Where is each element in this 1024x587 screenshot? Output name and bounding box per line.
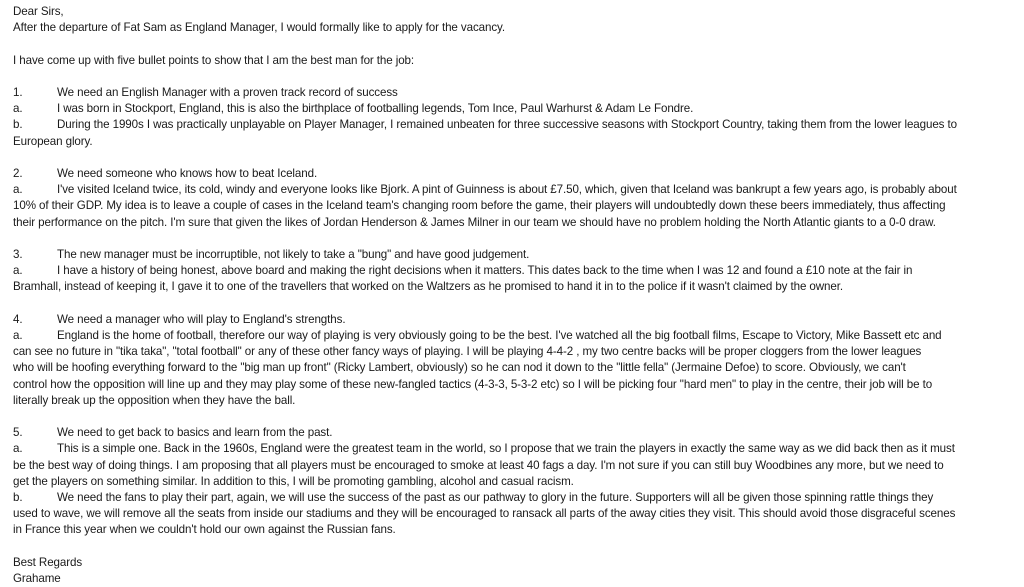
sub-point [13, 328, 1021, 344]
sub-point [13, 263, 1021, 279]
sub-text-continued: be the best way of doing things. I am proposing that all players must be encouraged to smoke at least 40 fags a day. I'm not sure if you can still buy Woodbines any more, but we need to [13, 458, 944, 472]
sub-point [13, 101, 1021, 117]
sub-text: I have a history of being honest, above board and making the right decisions when it matters. This dates back to the time when I was 12 and found a £10 note at the fair in [57, 264, 913, 278]
point-heading [13, 166, 1021, 182]
sub-text-continued: who will be hoofing everything forward to the "big man up front" (Ricky Lambert, obviously) so he can nod it down to the "little fella" (Jermaine Defoe) to score. Obviously, we can't [13, 361, 906, 375]
point-heading [13, 85, 1021, 101]
sub-text: This is a simple one. Back in the 1960s, England were the greatest team in the world, so I propose that we train the players in exactly the same way as we did back then as it must [57, 442, 955, 456]
sub-text-continued: literally break up the opposition when they have the ball. [13, 393, 296, 407]
point-1 [13, 85, 1021, 150]
point-5 [13, 425, 1021, 538]
sub-label: a. [13, 442, 23, 456]
sub-text-continued: 10% of their GDP. My idea is to leave a couple of cases in the Iceland team's changing room before the game, their players will undoubtedly down these beers immediately, thus affecting [13, 199, 946, 213]
point-heading-text: We need to get back to basics and learn from the past. [57, 426, 333, 440]
point-heading-text: We need a manager who will play to England's strengths. [57, 312, 346, 326]
point-number: 2. [13, 166, 23, 180]
sub-text-continued: get the players on something similar. In addition to this, I will be promoting gambling, alcohol and casual racism. [13, 474, 574, 488]
sub-point [13, 490, 1021, 506]
sub-text-continued: Bramhall, instead of keeping it, I gave it to one of the travellers that worked on the Waltzers as he promised to hand it in to the police if it wasn't claimed by the owner. [13, 280, 843, 294]
salutation: Dear Sirs, [13, 5, 64, 18]
letter-document[interactable] [13, 4, 1021, 587]
point-number: 3. [13, 247, 23, 261]
sub-label: a. [13, 102, 23, 116]
point-heading-text: We need an English Manager with a proven track record of success [57, 85, 398, 99]
point-heading-text: The new manager must be incorruptible, not likely to take a "bung" and have good judgement. [57, 247, 530, 261]
sub-text-continued: European glory. [13, 134, 93, 148]
point-3 [13, 247, 1021, 296]
sub-point [13, 117, 1021, 133]
sub-point [13, 182, 1021, 198]
sub-text-continued: control how the opposition will line up and they may play some of these new-fangled tactics (4-3-3, 5-3-2 etc) so I will be picking four "hard men" to play in the centre, their job will be to [13, 377, 933, 391]
point-heading [13, 312, 1021, 328]
point-heading [13, 425, 1021, 441]
opening-line: After the departure of Fat Sam as England Manager, I would formally like to apply for the vacancy. [13, 21, 505, 35]
point-number: 1. [13, 85, 23, 99]
point-number: 4. [13, 312, 23, 326]
sub-label: a. [13, 328, 23, 342]
sub-text: During the 1990s I was practically unplayable on Player Manager, I remained unbeaten for three successive seasons with Stockport Country, taking them from the lower leagues to [57, 118, 957, 132]
sub-text-continued: their performance on the pitch. I'm sure that given the likes of Jordan Henderson & James Milner in our team we should have no problem holding the North Atlantic giants to a 0-0 draw. [13, 215, 936, 229]
sub-text-continued: can see no future in "tika taka", "total football" or any of these other fancy ways of playing. I will be playing 4-4-2 , my two centre backs will be proper cloggers from the lower leagues [13, 345, 922, 359]
sub-text: We need the fans to play their part, again, we will use the success of the past as our pathway to glory in the future. Supporters will all be given those spinning rattle things they [57, 491, 934, 504]
sub-label: a. [13, 264, 23, 278]
point-heading [13, 247, 1021, 263]
point-heading-text: We need someone who knows how to beat Iceland. [57, 166, 318, 180]
point-2 [13, 166, 1021, 231]
sub-label: a. [13, 183, 23, 197]
point-number: 5. [13, 426, 23, 440]
sub-text-continued: used to wave, we will remove all the seats from inside our stadiums and they will be encouraged to ransack all parts of the away cities they visit. This should avoid those disgraceful scenes [13, 507, 956, 521]
sub-text: I was born in Stockport, England, this is also the birthplace of footballing legends, Tom Ince, Paul Warhurst & Adam Le Fondre. [57, 102, 694, 116]
signature: Grahame [13, 572, 61, 585]
point-4 [13, 312, 1021, 409]
sub-text: I've visited Iceland twice, its cold, windy and everyone looks like Bjork. A pint of Guinness is about £7.50, which, given that Iceland was bankrupt a few years ago, is probably about [57, 183, 957, 197]
sub-label: b. [13, 491, 23, 504]
sub-text: England is the home of football, therefore our way of playing is very obviously going to be the best. I've watched all the big football films, Escape to Victory, Mike Bassett etc and [57, 328, 942, 342]
sub-point [13, 441, 1021, 457]
intro-line: I have come up with five bullet points to show that I am the best man for the job: [13, 53, 415, 67]
closing: Best Regards [13, 555, 83, 569]
sub-label: b. [13, 118, 23, 132]
sub-text-continued: in France this year when we couldn't hold our own against the Russian fans. [13, 523, 396, 537]
